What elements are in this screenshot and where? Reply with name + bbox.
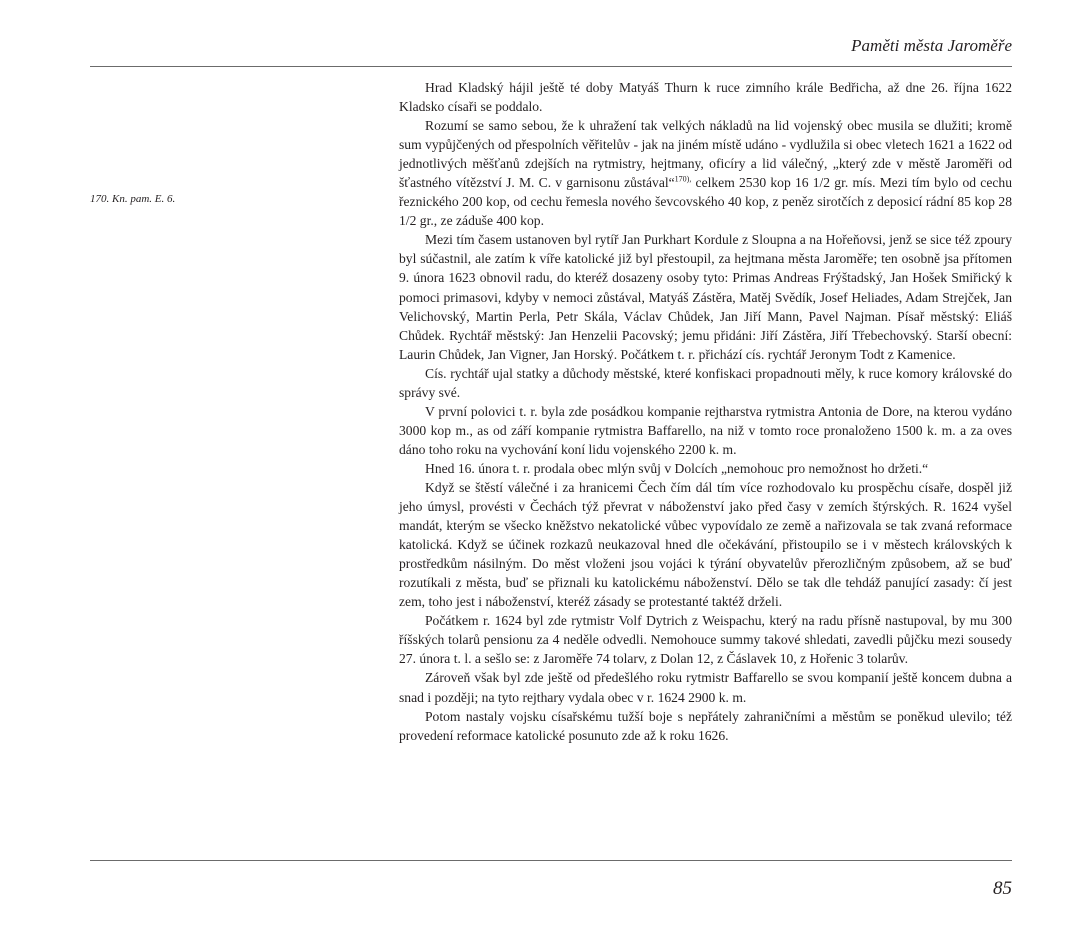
running-header-title: Paměti města Jaroměře (851, 36, 1012, 55)
paragraph: V první polovici t. r. byla zde posádkou kompanie rejtharstva rytmistra Antonia de Dore, na kterou vydáno 3000 kop m., as od září kompanie rytmistra Baffarello, na niž v tomto roce pronaloženo 1500 k. m. a za oves dáno toho roku na vychování koní lidu vojenského 2200 k. m. (399, 403, 1012, 457)
paragraph: Zároveň však byl zde ještě od předešlého roku rytmistr Baffarello se svou kompanií ještě koncem dubna a snad i později; na tyto rejthary vydala obec v r. 1624 2900 k. m. (399, 670, 1012, 705)
paragraph (399, 116, 1012, 230)
footer-rule (90, 860, 1012, 861)
paragraph: Hrad Kladský hájil ještě té doby Matyáš Thurn k ruce zimního krále Bedřicha, až dne 26. října 1622 Kladsko císaři se poddalo. (399, 80, 1012, 115)
paragraph: Hned 16. února t. r. prodala obec mlýn svůj v Dolcích „nemohouc pro nemožnost ho držeti.“ (425, 460, 929, 476)
paragraph: Počátkem r. 1624 byl zde rytmistr Volf Dytrich z Weispachu, který na radu přísně nastupoval, by mu 300 říšských tolarů pensionu za 4 neděle odvedli. Nemohouce summy takové shledati, zavedli půjčku mezi sousedy 27. února t. l. a sešlo se: z Jaroměře 74 tolarv, z Dolan 12, z Čáslavek 10, z Hořenic 3 tolarův. (399, 613, 1012, 667)
paragraph: Potom nastaly vojsku císařskému tužší boje s nepřátely zahraničními a městům se poněkud ulevilo; též provedení reformace katolické posunuto zde až k roku 1626. (399, 708, 1012, 743)
footnote-reference: 170), (674, 174, 692, 184)
paragraph: Mezi tím časem ustanoven byl rytíř Jan Purkhart Kordule z Sloupna a na Hořeňovsi, jenž se sice též zpoury byl súčastnil, ale zatím k víře katolické již byl přestoupil, za hejtmana města Jaroměře; ten osobně jsa přítomen 9. února 1623 obnovil radu, do kteréž dosazeny osoby tyto: Primas Andreas Frýštadský, Jan Hošek Smiřický k pomoci primasovi, kdyby v nemoci zůstával, Matyáš Zástěra, Matěj Svědík, Josef Heliades, Adam Strejček, Jan Velichovský, Martin Perla, Petr Skála, Václav Chůdek, Jan Jiří Mann, Pavel Najman. Písař městský: Eliáš Chůdek. Rychtář městský: Jan Henzelii Pacovský; jemu přidáni: Jiří Zástěra, Jiří Třebechovský. Starší obecní: Laurin Chůdek, Jan Vigner, Jan Horský. Počátkem t. r. přichází cís. rychtář Jeronym Todt z Kamenice. (399, 232, 1012, 362)
paragraph-text-continuation: celkem 2530 kop 16 1/2 gr. mís. Mezi tím bylo od cechu řeznického 200 kop, od cechu řemesla nového ševcovského 40 kop, z peněz sirotčích z deposicí rádní 85 kop 28 1/2 gr., ze záduše 400 kop. (399, 175, 1012, 229)
paragraph: Cís. rychtář ujal statky a důchody městské, které konfiskaci propadnouti měly, k ruce komory královské do správy své. (399, 365, 1012, 400)
page-number: 85 (993, 878, 1012, 899)
paragraph: Když se štěstí válečné i za hranicemi Čech čím dál tím více rozhodovalo ku prospěchu císaře, dospěl již jeho úmysl, provésti v Čechách týž převrat v náboženství jako před časy v zemích štýrských. R. 1624 vyšel mandát, kterým se všecko kněžstvo nekatolické vůbec vypovídalo ze země a nařizovala se tak zvaná reformace katolická. Když se účinek rozkazů neukazoval hned dle očekávání, přistoupilo se i v městech královských k prostředkům násilným. Do měst vloženi jsou vojáci k týrání obyvatelův přerozličným způsobem, až se buď rozutíkali z města, buď se přiznali ku katolickému náboženství. Dělo se tak dle tehdáž panující zasady: čí jest zem, toho jest i náboženství, kteréž zásady se protestanté taktéž drželi. (399, 479, 1012, 610)
paragraph-text: Rozumí se samo sebou, že k uhražení tak velkých nákladů na lid vojenský obec musila se dlužiti; kromě sum vypůjčených od přespolních věřitelův - jak na jiném místě udáno - vydlužila si obec vletech 1621 a 1622 od jednotlivých měšťanů zdejších na rytmistry, hejtmany, oficíry a lid válečný, „který zde v městě Jaroměři od šťastného vítězství J. M. C. v garnisonu zůstával“ (399, 118, 1012, 191)
body-text (399, 78, 1012, 745)
margin-footnote: 170. Kn. pam. E. 6. (90, 193, 176, 205)
header-rule (90, 66, 1012, 67)
